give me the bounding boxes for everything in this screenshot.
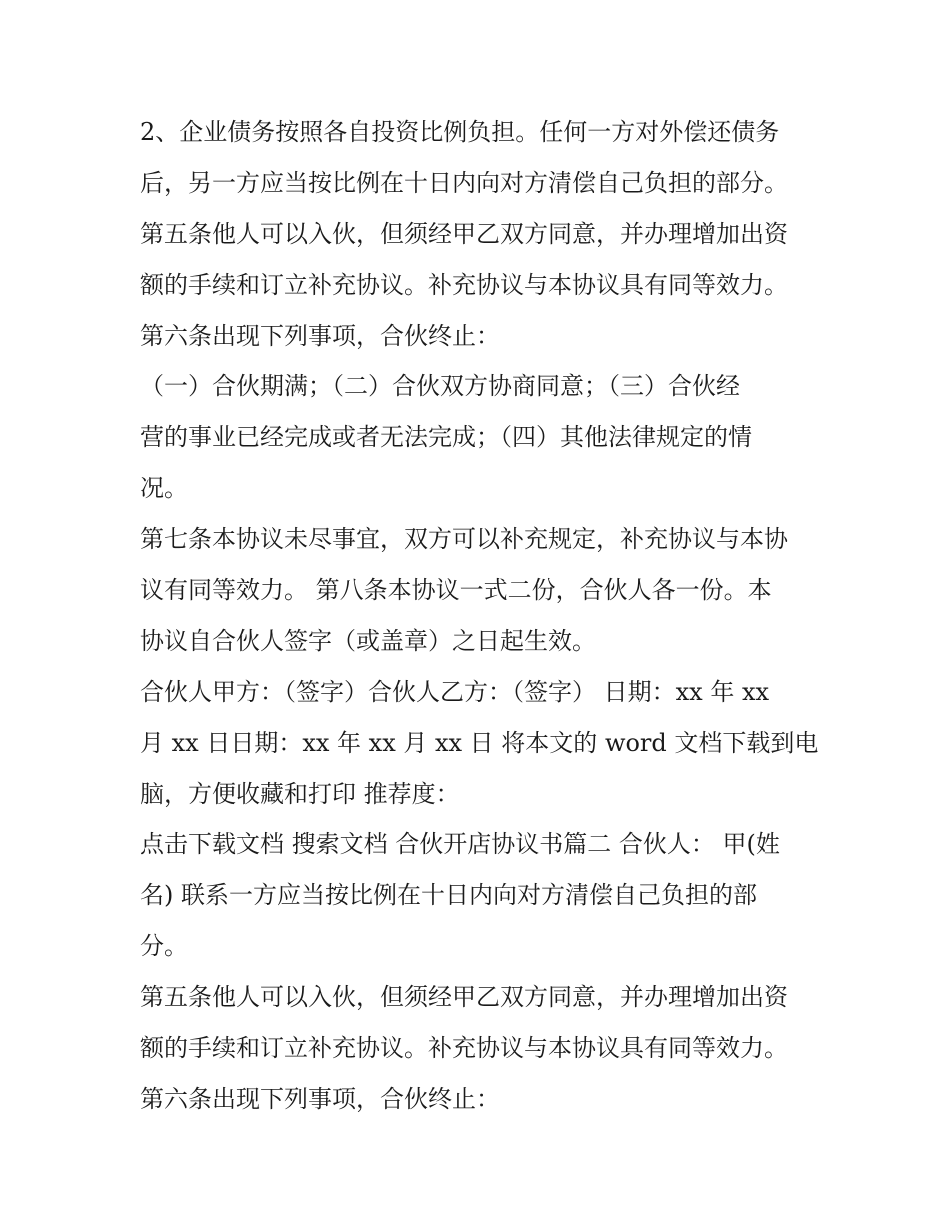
text-line: 分。 [140, 932, 188, 961]
text-line: 2、企业债务按照各自投资比例负担。任何一方对外偿还债务 [140, 118, 780, 146]
document-body [140, 107, 820, 1125]
text-line: 第五条他人可以入伙，但须经甲乙双方同意，并办理增加出资 [140, 983, 788, 1012]
text-line: 合伙人甲方：（签字）合伙人乙方：（签字） 日期：xx 年 xx [140, 677, 770, 706]
text-line: 月 xx 日日期：xx 年 xx 月 xx 日 将本文的 word 文档下载到电 [140, 728, 819, 757]
text-line: 议有同等效力。 第八条本协议一式二份，合伙人各一份。本 [140, 576, 772, 605]
text-line: 后，另一方应当按比例在十日内向对方清偿自己负担的部分。 [140, 168, 788, 197]
text-line: 脑，方便收藏和打印 推荐度： [140, 779, 460, 808]
text-line: 第五条他人可以入伙，但须经甲乙双方同意，并办理增加出资 [140, 219, 788, 248]
text-line: 额的手续和订立补充协议。补充协议与本协议具有同等效力。 [140, 270, 788, 299]
text-line: 名) 联系一方应当按比例在十日内向对方清偿自己负担的部 [140, 881, 757, 910]
text-line: （一）合伙期满；（二）合伙双方协商同意；（三）合伙经 [140, 372, 740, 401]
text-line: 额的手续和订立补充协议。补充协议与本协议具有同等效力。 [140, 1034, 788, 1063]
text-line: 点击下载文档 搜索文档 合伙开店协议书篇二 合伙人： 甲(姓 [140, 830, 780, 859]
text-line: 第六条出现下列事项，合伙终止： [140, 321, 500, 350]
text-line: 协议自合伙人签字（或盖章）之日起生效。 [140, 626, 596, 655]
text-line: 第七条本协议未尽事宜，双方可以补充规定，补充协议与本协 [140, 525, 788, 554]
text-line: 营的事业已经完成或者无法完成；（四）其他法律规定的情 [140, 423, 752, 452]
text-line: 第六条出现下列事项，合伙终止： [140, 1084, 500, 1113]
text-line: 况。 [140, 474, 188, 503]
